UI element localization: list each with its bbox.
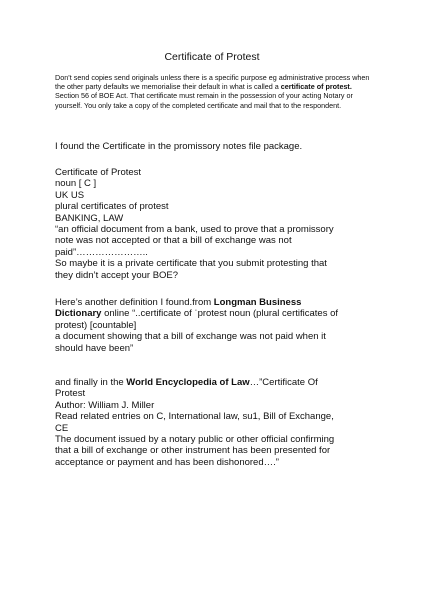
definition-line: So maybe it is a private certificate that you submit protesting that [55,258,327,270]
world-line: acceptance or payment and has been dishonored….” [55,456,279,468]
longman-line: a document showing that a bill of exchange was not paid when it [55,331,326,343]
intro-text-end: Section 56 of BOE Act. That certificate must remain in the possession of your acting Notary or yourself. You only take a copy of the completed certificate and mail that to the respondent. [55,91,353,110]
longman-line [55,308,385,319]
definition-line: “an official document from a bank, used to prove that a promissory [55,224,334,236]
definition-line: note was not accepted or that a bill of exchange was not [55,235,292,247]
world-line: Protest [55,388,86,400]
definition-line: BANKING, LAW [55,212,124,224]
definition-line: paid”………………….. [55,246,148,258]
definition-line: plural certificates of protest [55,201,169,213]
world-line [55,377,385,388]
document-title: Certificate of Protest [164,51,260,63]
world-encyclopedia-block [55,377,385,468]
definition-line: Certificate of Protest [55,167,142,178]
longman-source-name: Dictionary [55,308,102,320]
longman-source-name: Longman Business [213,297,302,308]
world-line: Read related entries on C, International law, su1, Bill of Exchange, [55,411,334,423]
world-line: CE [55,422,69,434]
intro-text-start: Don’t send copies send originals unless there is a specific purpose eg administrative process when the other party defaults we memorialise their default in what is called a [55,73,370,92]
longman-text: Here’s another definition I found.from [55,297,214,308]
definition-line: they didn’t accept your BOE? [55,269,179,281]
found-line: I found the Certificate in the promissory notes file package. [55,141,303,152]
world-line: that a bill of exchange or other instrument has been presented for [55,445,331,457]
intro-paragraph [55,73,375,110]
world-text: and finally in the [55,377,127,388]
definition-line: noun [ C ] [55,178,97,190]
world-text: …”Certificate Of [249,377,318,388]
world-source-name: World Encyclopedia of Law [126,377,250,388]
definition-block [55,167,385,281]
definition-line: UK US [55,189,85,201]
world-line: Author: William J. Miller [55,399,155,411]
longman-line: should have been” [55,342,134,354]
longman-line [55,297,385,308]
longman-line: protest) [countable] [55,319,137,331]
longman-block [55,297,385,354]
found-paragraph [55,141,385,152]
longman-text: online “..certificate of ˈprotest noun (plural certificates of [101,308,339,320]
world-line: The document issued by a notary public or other official confirming [55,434,335,446]
intro-bold-term: certificate of protest. [280,82,352,92]
